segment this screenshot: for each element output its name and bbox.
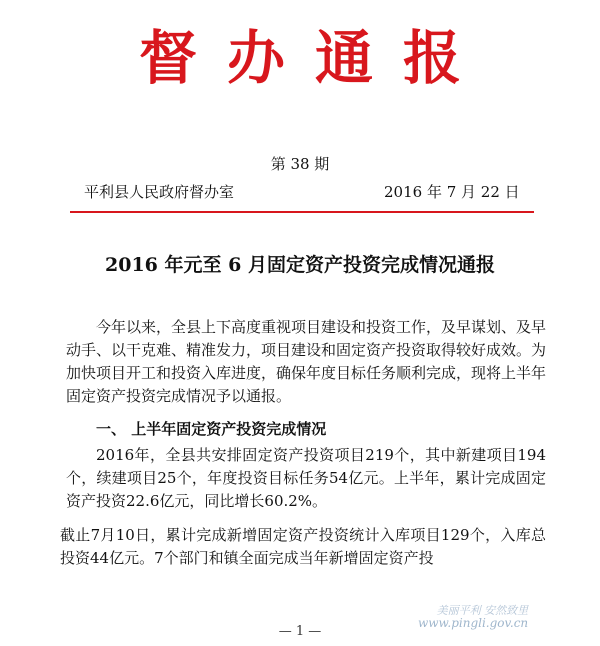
issuing-office: 平利县人民政府督办室: [84, 183, 235, 201]
document-title: 2016 年元至 6 月固定资产投资完成情况通报: [105, 254, 495, 276]
masthead-title: 督办通报: [138, 24, 491, 92]
page-number: — 1 —: [278, 624, 322, 639]
issue-number: 第 38 期: [270, 155, 330, 173]
section-heading-1: 一、 上半年固定资产投资完成情况: [96, 420, 327, 438]
watermark-slogan: 美丽平利 安然致里: [436, 604, 529, 617]
red-divider: [70, 211, 534, 213]
intro-paragraph: 今年以来，全县上下高度重视项目建设和投资工作，及早谋划、及早动手、以干克难、精准发力，项目建设和固定资产投资取得较好成效。为加快项目开工和投资入库进度，确保年度目标任务顺利完成，现将上半年固定资产投资完成情况予以通报。: [66, 318, 547, 405]
body-paragraph-1: 2016年，全县共安排固定资产投资项目219个，其中新建项目194个，续建项目25个，年度投资目标任务54亿元。上半年，累计完成固定资产投资22.6亿元，同比增长60.2%。: [66, 446, 546, 510]
issue-date: 2016 年 7 月 22 日: [384, 183, 520, 201]
watermark-url: www.pingli.gov.cn: [418, 616, 529, 630]
body-paragraph-2: 截止7月10日，累计完成新增固定资产投资统计入库项目129个，入库总投资44亿元。7个部门和镇全面完成当年新增固定资产投: [60, 526, 546, 567]
